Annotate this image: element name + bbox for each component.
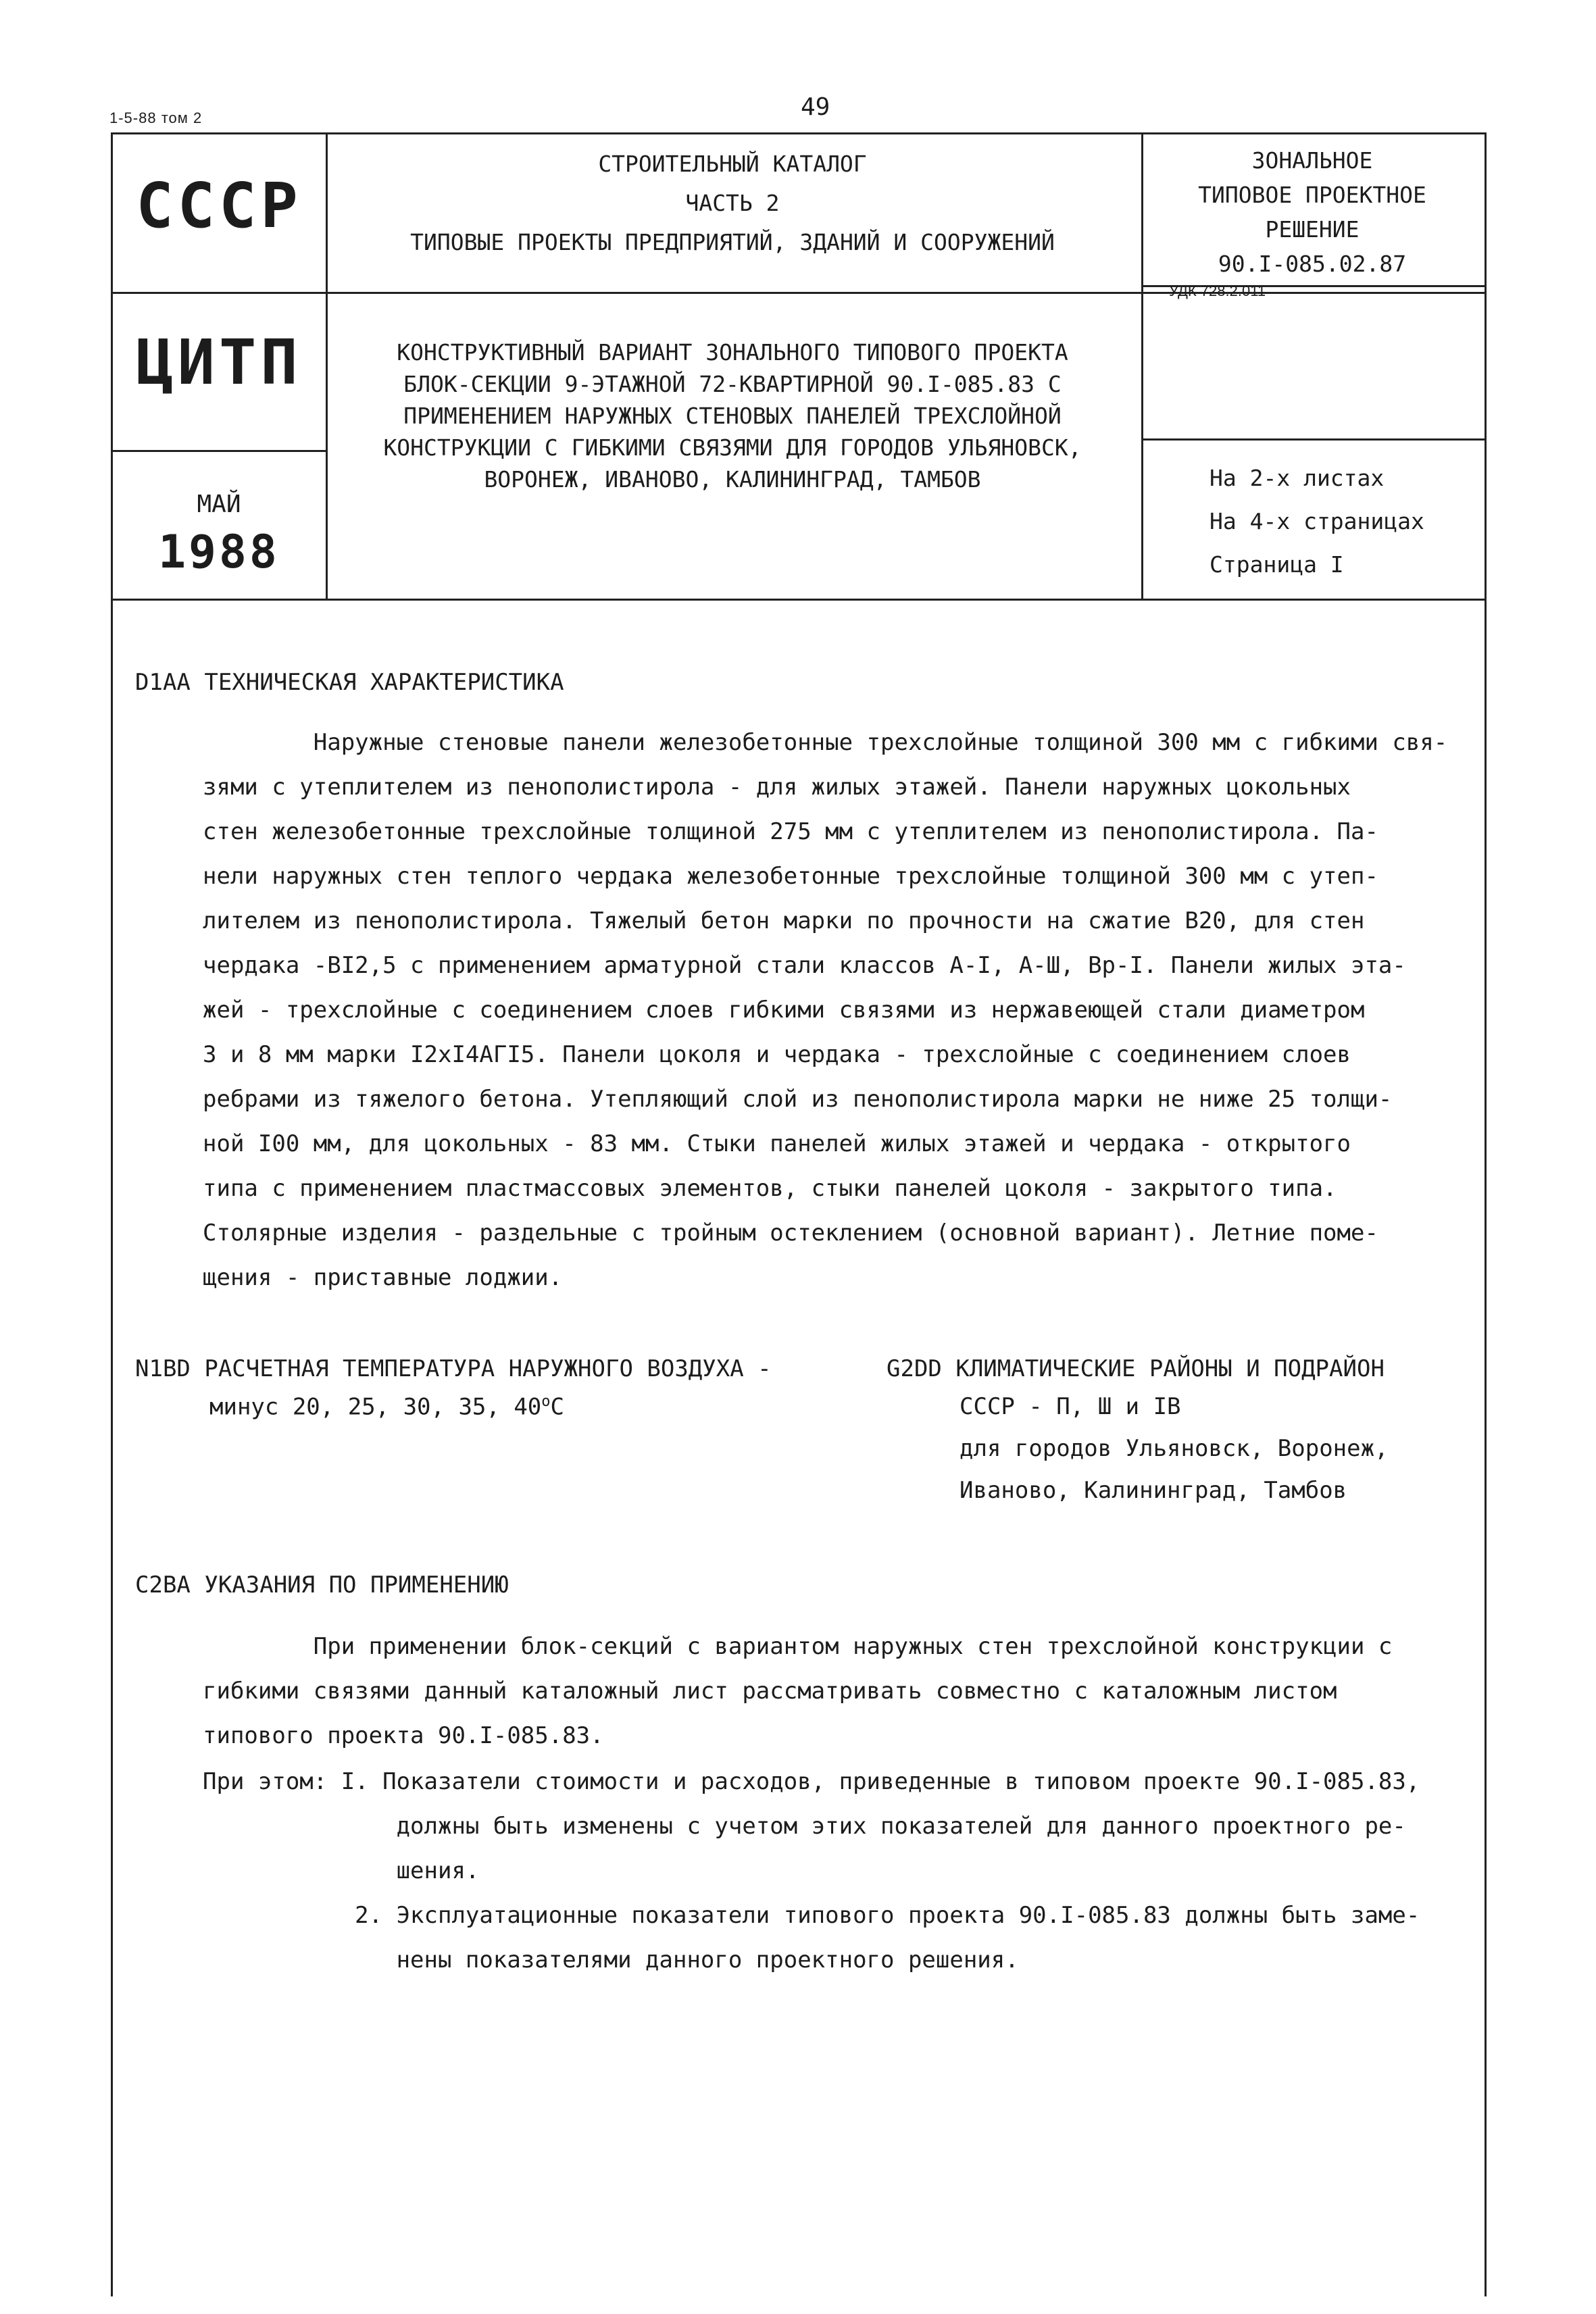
temperature-values: минус 20, 25, 30, 35, 40 (209, 1393, 542, 1421)
usage-intro (203, 1624, 1446, 1758)
sheet-count: На 2-х листах (1210, 465, 1385, 491)
tech-line: нели наружных стен теплого чердака железобетонные трехслойные толщиной 300 мм с утеп- (203, 863, 1378, 890)
page-number: 49 (801, 93, 830, 121)
temperature-value (209, 1393, 564, 1420)
catalog-part: ЧАСТЬ 2 (685, 190, 780, 216)
tech-line: Столярные изделия - раздельные с тройным остеклением (основной вариант). Летние поме- (203, 1219, 1378, 1247)
project-title (326, 336, 1139, 495)
tech-line: чердака -BI2,5 с применением арматурной стали классов А-I, А-Ш, Вр-I. Панели жилых эта- (203, 952, 1406, 979)
country-code: СССР (136, 170, 302, 242)
tech-paragraph (203, 720, 1448, 1300)
usage-item-line: шения. (203, 1857, 480, 1884)
issue-month: МАЙ (197, 491, 241, 518)
tech-line: жей - трехслойные с соединением слоев гибкими связями из нержавеющей стали диаметром (203, 997, 1365, 1024)
current-page: Страница I (1210, 551, 1344, 578)
tech-line: типа с применением пластмассовых элементов, стыки панелей цоколя - закрытого типа. (203, 1175, 1337, 1202)
climate-cities: Иваново, Калининград, Тамбов (959, 1477, 1347, 1504)
page-count: На 4-х страницах (1210, 508, 1424, 534)
solution-code: 90.I-085.02.87 (1218, 251, 1407, 277)
temperature-heading: N1BD РАСЧЕТНАЯ ТЕМПЕРАТУРА НАРУЖНОГО ВОЗДУХА - (135, 1355, 772, 1382)
document-reference: 1-5-88 том 2 (109, 109, 203, 126)
degree-sign: о (541, 1393, 551, 1410)
organization-code: ЦИТП (136, 326, 302, 399)
project-title-line: ПРИМЕНЕНИЕМ НАРУЖНЫХ СТЕНОВЫХ ПАНЕЛЕЙ ТРЕХСЛОЙНОЙ (403, 403, 1062, 429)
catalog-title (326, 145, 1139, 262)
catalog-name: СТРОИТЕЛЬНЫЙ КАТАЛОГ (598, 151, 867, 177)
tech-heading: D1AA ТЕХНИЧЕСКАЯ ХАРАКТЕРИСТИКА (135, 669, 564, 696)
solution-line: ЗОНАЛЬНОЕ (1251, 147, 1373, 174)
usage-line: гибкими связями данный каталожный лист рассматривать совместно с каталожным листом (203, 1678, 1337, 1705)
solution-line: ТИПОВОЕ ПРОЕКТНОЕ (1198, 182, 1426, 208)
climate-regions: СССР - П, Ш и IВ (959, 1393, 1181, 1420)
project-title-line: БЛОК-СЕКЦИИ 9-ЭТАЖНОЙ 72-КВАРТИРНОЙ 90.I-085.83 С (403, 371, 1062, 397)
tech-line: ной I00 мм, для цокольных - 83 мм. Стыки панелей жилых этажей и чердака - открытого (203, 1130, 1351, 1157)
catalog-section: ТИПОВЫЕ ПРОЕКТЫ ПРЕДПРИЯТИЙ, ЗДАНИЙ И СООРУЖЕНИЙ (410, 229, 1055, 255)
project-title-line: КОНСТРУКЦИИ С ГИБКИМИ СВЯЗЯМИ ДЛЯ ГОРОДОВ УЛЬЯНОВСК, (383, 434, 1082, 461)
tech-line: Наружные стеновые панели железобетонные трехслойные толщиной 300 мм с гибкими свя- (203, 729, 1448, 756)
tech-line: щения - приставные лоджии. (203, 1264, 563, 1291)
usage-heading: C2BA УКАЗАНИЯ ПО ПРИМЕНЕНИЮ (135, 1571, 509, 1599)
project-title-line: КОНСТРУКТИВНЫЙ ВАРИАНТ ЗОНАЛЬНОГО ТИПОВОГО ПРОЕКТА (397, 339, 1068, 366)
usage-item-line: должны быть изменены с учетом этих показателей для данного проектного ре- (203, 1813, 1406, 1840)
usage-items (203, 1759, 1453, 1982)
udk-code: УДК 728.2.011 (1169, 282, 1266, 299)
issue-year: 1988 (158, 526, 280, 579)
solution-title (1142, 143, 1482, 281)
climate-heading: G2DD КЛИМАТИЧЕСКИЕ РАЙОНЫ И ПОДРАЙОН (887, 1355, 1385, 1382)
tech-line: лителем из пенополистирола. Тяжелый бетон марки по прочности на сжатие В20, для стен (203, 907, 1365, 934)
usage-item-line: 2. Эксплуатационные показатели типового проекта 90.I-085.83 должны быть заме- (203, 1902, 1420, 1929)
climate-cities: для городов Ульяновск, Воронеж, (959, 1435, 1389, 1462)
usage-line: При применении блок-секций с вариантом наружных стен трехслойной конструкции с (203, 1633, 1393, 1660)
tech-line: зями с утеплителем из пенополистирола - для жилых этажей. Панели наружных цокольных (203, 774, 1351, 801)
tech-line: ребрами из тяжелого бетона. Утепляющий слой из пенополистирола марки не ниже 25 толщи- (203, 1086, 1393, 1113)
project-title-line: ВОРОНЕЖ, ИВАНОВО, КАЛИНИНГРАД, ТАМБОВ (484, 466, 981, 493)
solution-line: РЕШЕНИЕ (1265, 216, 1360, 243)
tech-line: 3 и 8 мм марки I2хI4АГI5. Панели цоколя и чердака - трехслойные с соединением слоев (203, 1041, 1351, 1068)
usage-item-line: нены показателями данного проектного решения. (203, 1946, 1019, 1973)
usage-line: типового проекта 90.I-085.83. (203, 1722, 604, 1749)
tech-line: стен железобетонные трехслойные толщиной 275 мм с утеплителем из пенополистирола. Па- (203, 818, 1378, 845)
temperature-unit: С (550, 1393, 565, 1421)
usage-item-line: При этом: I. Показатели стоимости и расходов, приведенные в типовом проекте 90.I-085.83, (203, 1768, 1420, 1795)
